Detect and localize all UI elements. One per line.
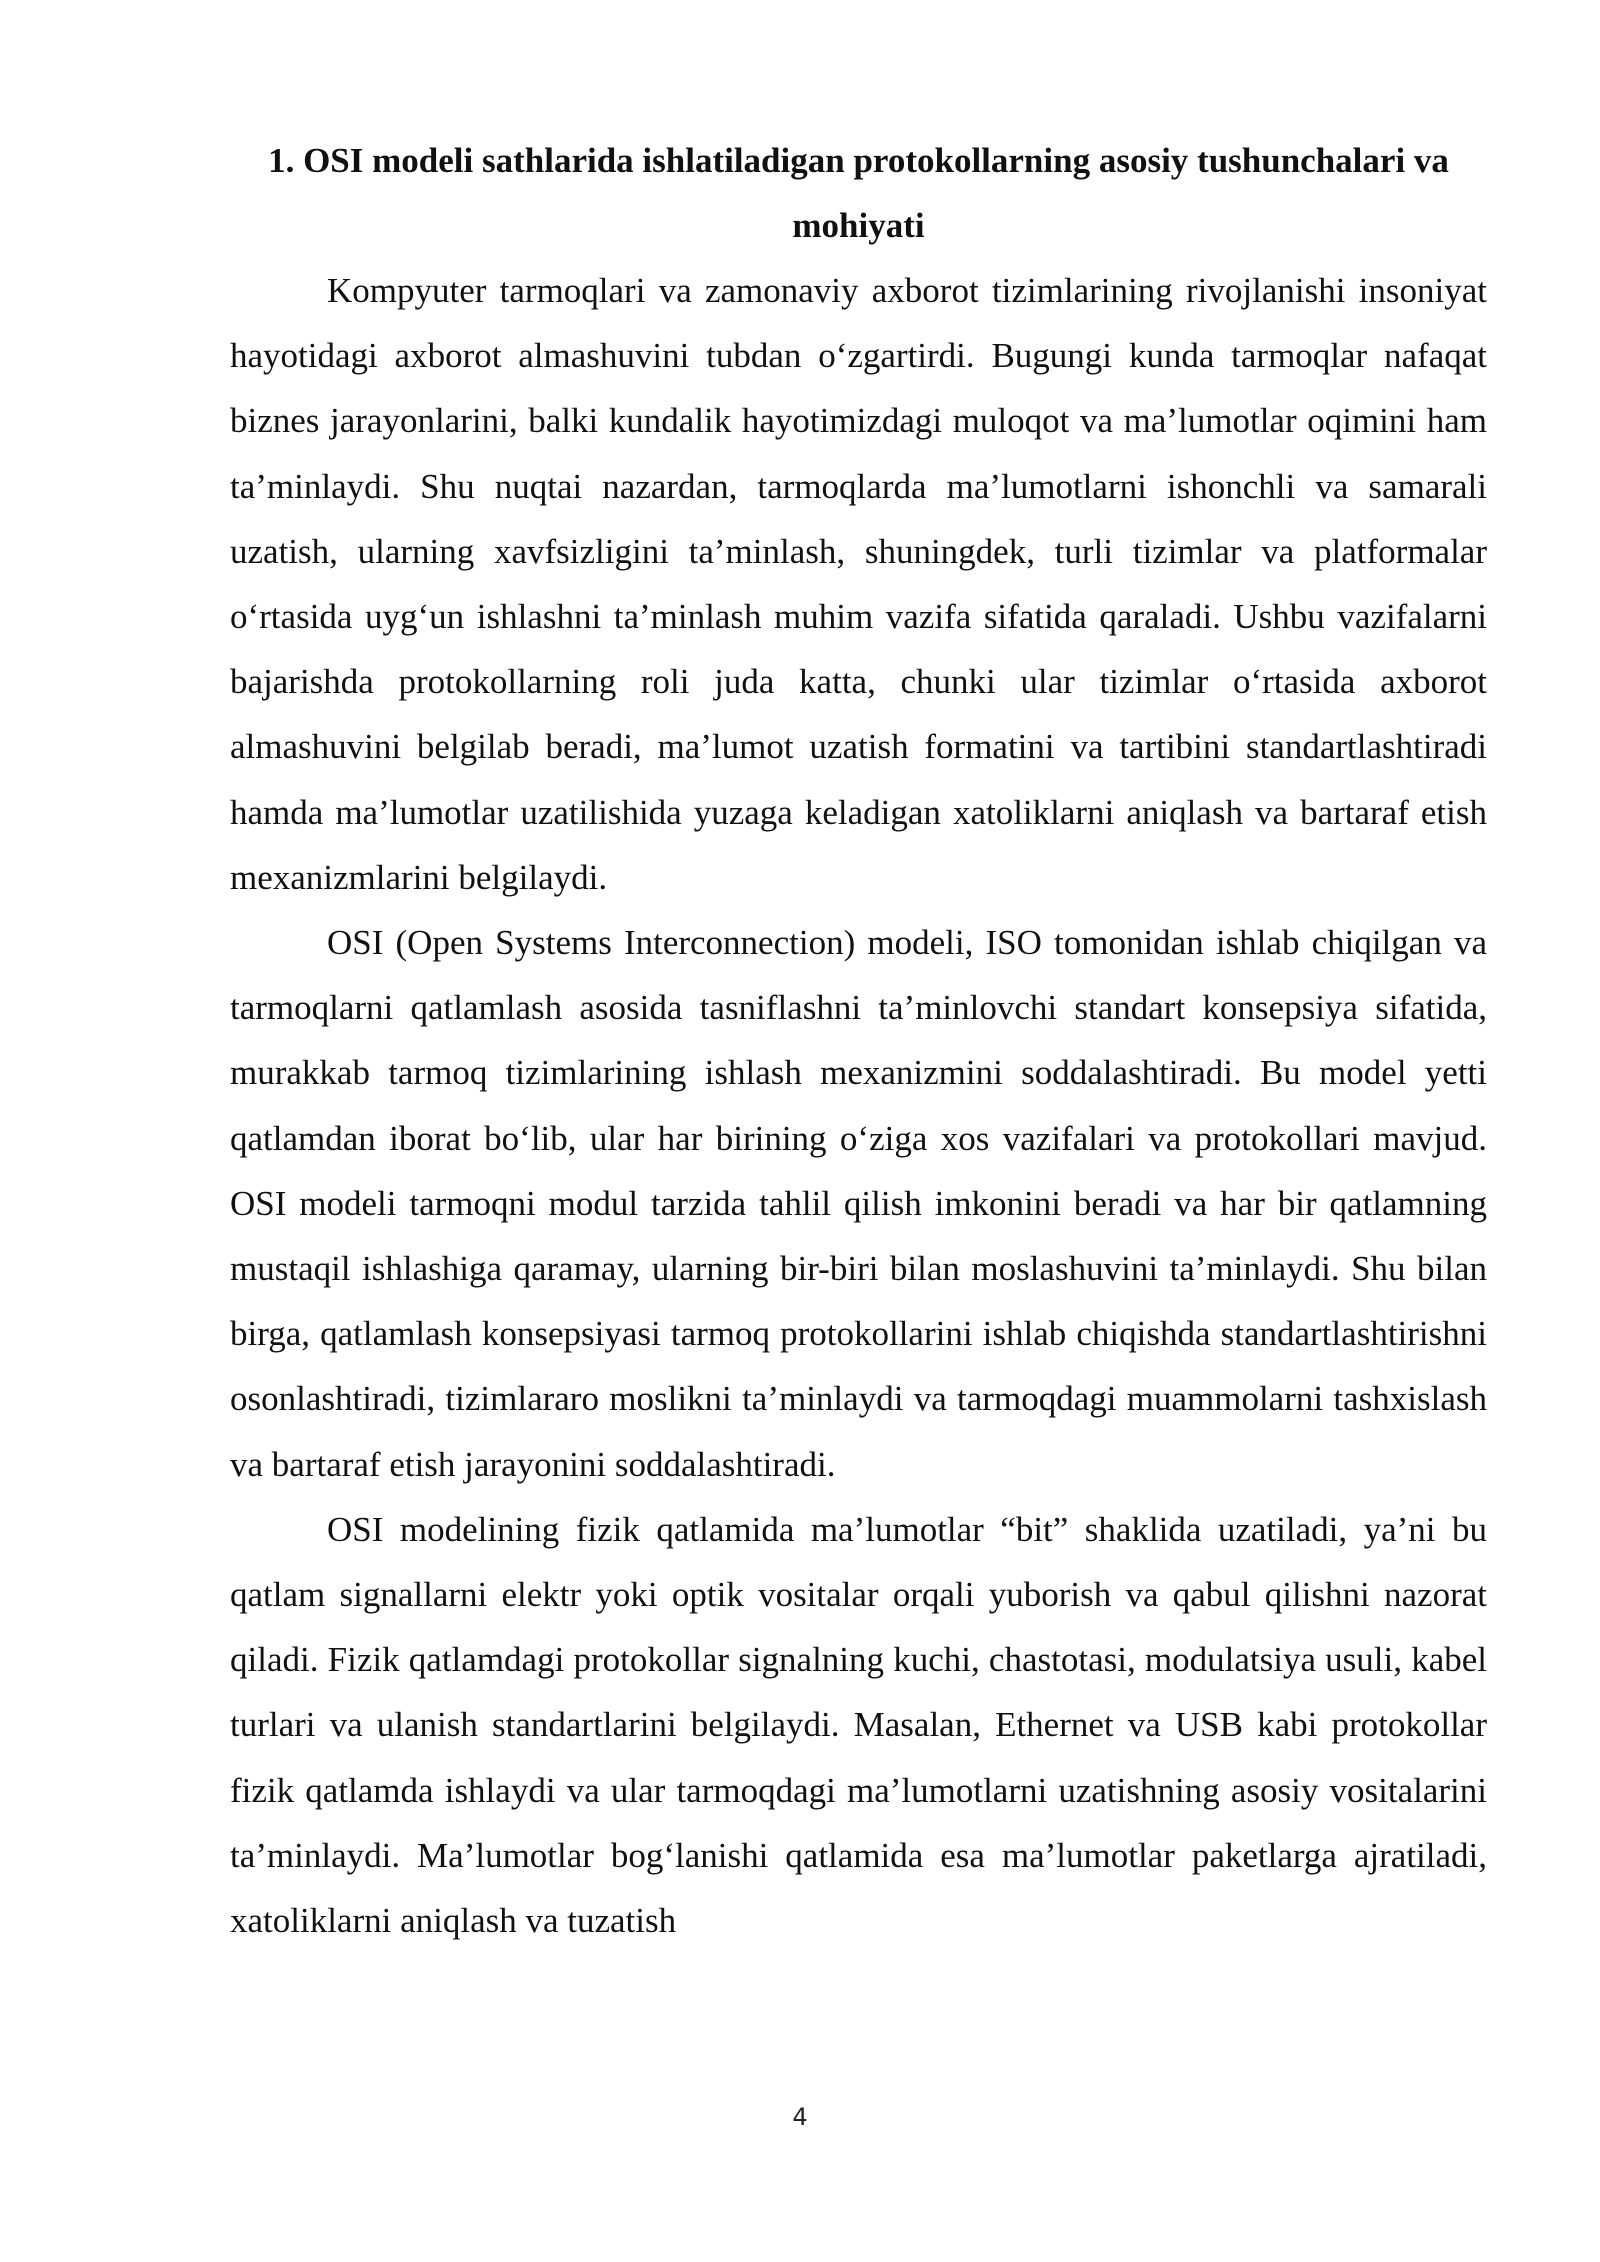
page-content <box>230 128 1487 1953</box>
section-heading: 1. OSI modeli sathlarida ishlatiladigan protokollarning asosiy tushunchalari va mohiyati <box>268 141 1449 245</box>
paragraph-osi-model: OSI (Open Systems Interconnection) modeli, ISO tomonidan ishlab chiqilgan va tarmoqlarni qatlamlash asosida tasniflashni ta’minlovchi standart konsepsiya sifatida, murakkab tarmoq tizimlarining ishlash mexanizmini soddalashtiradi. Bu model yetti qatlamdan iborat bo‘lib, ular har birining o‘ziga xos vazifalari va protokollari mavjud. OSI modeli tarmoqni modul tarzida tahlil qilish imkonini beradi va har bir qatlamning mustaqil ishlashiga qaramay, ularning bir-biri bilan moslashuvini ta’minlaydi. Shu bilan birga, qatlamlash konsepsiyasi tarmoq protokollarini ishlab chiqishda standartlashtirishni osonlashtiradi, tizimlararo moslikni ta’minlaydi va tarmoqdagi muammolarni tashxislash va bartaraf etish jarayonini soddalashtiradi. <box>230 923 1487 1484</box>
paragraph-intro: Kompyuter tarmoqlari va zamonaviy axborot tizimlarining rivojlanishi insoniyat hayotidagi axborot almashuvini tubdan o‘zgartirdi. Bugungi kunda tarmoqlar nafaqat biznes jarayonlarini, balki kundalik hayotimizdagi muloqot va ma’lumotlar oqimini ham ta’minlaydi. Shu nuqtai nazardan, tarmoqlarda ma’lumotlarni ishonchli va samarali uzatish, ularning xavfsizligini ta’minlash, shuningdek, turli tizimlar va platformalar o‘rtasida uyg‘un ishlashni ta’minlash muhim vazifa sifatida qaraladi. Ushbu vazifalarni bajarishda protokollarning roli juda katta, chunki ular tizimlar o‘rtasida axborot almashuvini belgilab beradi, ma’lumot uzatish formatini va tartibini standartlashtiradi hamda ma’lumotlar uzatilishida yuzaga keladigan xatoliklarni aniqlash va bartaraf etish mexanizmlarini belgilaydi. <box>230 271 1487 897</box>
page-number: 4 <box>792 2103 808 2131</box>
paragraph-physical-layer: OSI modelining fizik qatlamida ma’lumotlar “bit” shaklida uzatiladi, ya’ni bu qatlam signallarni elektr yoki optik vositalar orqali yuborish va qabul qilishni nazorat qiladi. Fizik qatlamdagi protokollar signalning kuchi, chastotasi, modulatsiya usuli, kabel turlari va ulanish standartlarini belgilaydi. Masalan, Ethernet va USB kabi protokollar fizik qatlamda ishlaydi va ular tarmoqdagi ma’lumotlarni uzatishning asosiy vositalarini ta’minlaydi. Ma’lumotlar bog‘lanishi qatlamida esa ma’lumotlar paketlarga ajratiladi, xatoliklarni aniqlash va tuzatish <box>230 1509 1487 1941</box>
